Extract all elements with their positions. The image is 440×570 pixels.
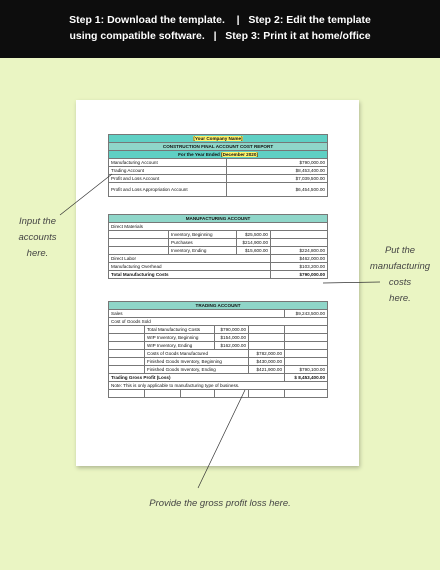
note-text: Note: This is only applicable to manufacturing type of business. xyxy=(109,382,328,390)
direct-materials-label: Direct Materials xyxy=(109,223,328,231)
row-label: Purchases xyxy=(169,239,237,247)
period-prefix: For the Year Ended xyxy=(178,152,220,157)
row-label: Manufacturing Overhead xyxy=(109,263,271,271)
row-value: $421,900.00 xyxy=(249,366,285,374)
row-label: Inventory, Beginning xyxy=(169,231,237,239)
callout-text: Input the xyxy=(19,216,56,227)
row-label: Costs of Goods Manufactured xyxy=(145,350,249,358)
row-label: Total Manufacturing Costs xyxy=(145,326,215,334)
row-label: Finished Goods Inventory, Ending xyxy=(145,366,249,374)
report-title: CONSTRUCTION FINAL ACCOUNT COST REPORT xyxy=(109,143,328,151)
row-value: $25,500.00 xyxy=(237,231,271,239)
callout-text: here. xyxy=(26,248,49,259)
row-value: $103,200.00 xyxy=(271,263,328,271)
row-label: Inventory, Ending xyxy=(169,247,237,255)
account-label: Trading Account xyxy=(109,167,227,175)
row-value: $462,000.00 xyxy=(271,255,328,263)
callout-input-accounts xyxy=(10,214,65,262)
row-label: Finished Goods Inventory, Beginning xyxy=(145,358,249,366)
total-label: Total Manufacturing Costs xyxy=(109,271,271,279)
row-total: $224,800.00 xyxy=(271,247,328,255)
row-value: $430,000.00 xyxy=(249,358,285,366)
row-value: $214,900.00 xyxy=(237,239,271,247)
callout-line-gross-profit xyxy=(198,390,245,488)
gross-profit-label: Trading Gross Profit (Loss) xyxy=(109,374,285,382)
manufacturing-header: MANUFACTURING ACCOUNT xyxy=(109,215,328,223)
row-label: Direct Labor xyxy=(109,255,271,263)
callout-text: costs xyxy=(388,277,412,288)
row-value: $782,000.00 xyxy=(249,350,285,358)
row-value: $790,000.00 xyxy=(215,326,249,334)
account-value: $8,453,400.00 xyxy=(227,167,328,175)
step-1-text: Step 1: Download the template. xyxy=(69,14,225,26)
row-value: $9,243,500.00 xyxy=(285,310,328,318)
step-2-text: Step 2: Edit the template xyxy=(248,14,371,26)
row-value: $154,000.00 xyxy=(215,334,249,342)
separator: | xyxy=(236,14,240,26)
row-label: WIP Inventory, Beginning xyxy=(145,334,215,342)
account-label: Profit and Loss Account xyxy=(109,175,227,183)
row-value: $162,000.00 xyxy=(215,342,249,350)
callout-manufacturing-costs xyxy=(362,243,438,307)
account-value: $6,454,500.00 xyxy=(227,183,328,197)
period-date: [December 2020] xyxy=(221,152,258,157)
account-label: Manufacturing Account xyxy=(109,159,227,167)
cogs-label: Cost of Goods Sold xyxy=(109,318,328,326)
callout-gross-profit: Provide the gross profit loss here. xyxy=(149,498,291,509)
account-value: $7,039,500.00 xyxy=(227,175,328,183)
account-label: Profit and Loss Appropriation Account xyxy=(109,183,227,197)
company-name: [Your Company Name] xyxy=(193,136,243,141)
callout-text: manufacturing xyxy=(369,261,431,272)
callout-text: Put the xyxy=(384,245,416,256)
callout-text: accounts xyxy=(18,232,57,243)
account-value: $790,000.00 xyxy=(227,159,328,167)
separator: | xyxy=(213,30,217,42)
row-total: $790,100.00 xyxy=(285,366,328,374)
gross-profit-value: $ 8,453,400.00 xyxy=(285,374,328,382)
total-value: $790,000.00 xyxy=(271,271,328,279)
callout-line-accounts xyxy=(60,174,112,215)
step-3-text: Step 3: Print it at home/office xyxy=(225,30,371,42)
trading-header: TRADING ACCOUNT xyxy=(109,302,328,310)
step-2-continued-text: using compatible software. xyxy=(69,30,205,42)
row-label: WIP Inventory, Ending xyxy=(145,342,215,350)
callout-text: here. xyxy=(389,293,411,304)
row-value: $15,600.00 xyxy=(237,247,271,255)
row-label: Sales xyxy=(109,310,285,318)
